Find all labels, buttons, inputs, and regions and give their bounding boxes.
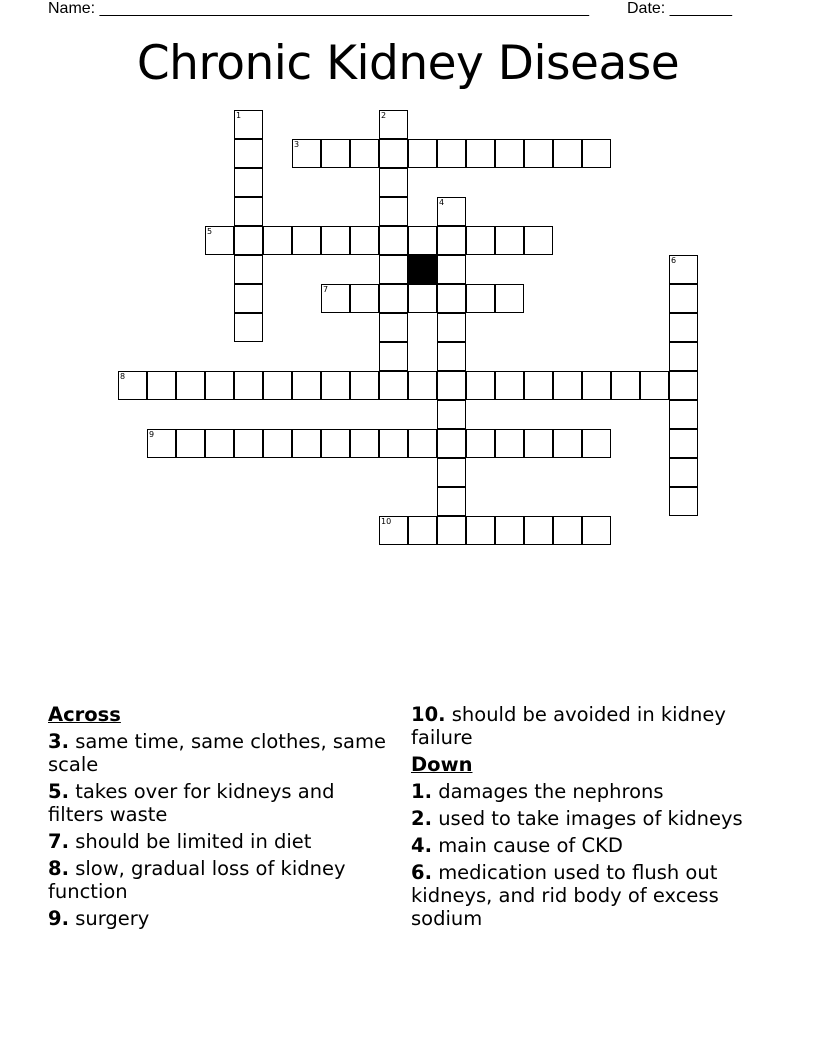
grid-cell[interactable] bbox=[292, 371, 321, 400]
grid-cell[interactable] bbox=[234, 429, 263, 458]
clue-number: 9. bbox=[48, 907, 69, 930]
grid-cell[interactable] bbox=[669, 429, 698, 458]
clue-down-4 bbox=[411, 834, 771, 857]
grid-cell[interactable] bbox=[234, 226, 263, 255]
grid-cell[interactable] bbox=[350, 139, 379, 168]
grid-cell[interactable] bbox=[466, 284, 495, 313]
clue-text: medication used to flush out kidneys, and rid body of excess sodium bbox=[411, 861, 719, 930]
clue-number: 2. bbox=[411, 807, 432, 830]
grid-cell[interactable] bbox=[437, 371, 466, 400]
grid-cell[interactable] bbox=[263, 226, 292, 255]
grid-cell[interactable] bbox=[437, 516, 466, 545]
grid-cell[interactable] bbox=[350, 371, 379, 400]
clue-across-5 bbox=[48, 780, 388, 826]
grid-cell[interactable] bbox=[321, 139, 350, 168]
grid-cell[interactable] bbox=[176, 371, 205, 400]
grid-cell[interactable] bbox=[408, 429, 437, 458]
grid-cell[interactable] bbox=[582, 139, 611, 168]
grid-cell[interactable] bbox=[524, 429, 553, 458]
grid-cell[interactable] bbox=[524, 226, 553, 255]
cell-number: 3 bbox=[294, 140, 300, 149]
clue-down-2 bbox=[411, 807, 771, 830]
date-line: _______ bbox=[669, 0, 732, 17]
cell-number: 10 bbox=[381, 517, 392, 526]
grid-cell[interactable] bbox=[669, 400, 698, 429]
clue-text: should be limited in diet bbox=[75, 830, 312, 853]
grid-cell[interactable] bbox=[466, 226, 495, 255]
clue-down-1 bbox=[411, 780, 771, 803]
grid-cell[interactable] bbox=[147, 429, 176, 458]
grid-cell[interactable] bbox=[611, 371, 640, 400]
grid-cell[interactable] bbox=[205, 371, 234, 400]
clue-text: used to take images of kidneys bbox=[438, 807, 743, 830]
grid-cell[interactable] bbox=[379, 284, 408, 313]
clue-text: slow, gradual loss of kidney function bbox=[48, 857, 346, 903]
clue-across-3 bbox=[48, 730, 388, 776]
grid-cell[interactable] bbox=[437, 255, 466, 284]
grid-cell[interactable] bbox=[292, 226, 321, 255]
grid-cell[interactable] bbox=[640, 371, 669, 400]
grid-cell[interactable] bbox=[408, 284, 437, 313]
grid-cell[interactable] bbox=[466, 429, 495, 458]
grid-cell[interactable] bbox=[379, 168, 408, 197]
grid-cell[interactable] bbox=[669, 342, 698, 371]
name-line: _______________________________________________________ bbox=[99, 0, 589, 17]
grid-cell[interactable] bbox=[495, 284, 524, 313]
grid-cell[interactable] bbox=[234, 110, 263, 139]
puzzle-title: Chronic Kidney Disease bbox=[136, 36, 680, 91]
grid-cell[interactable] bbox=[466, 371, 495, 400]
grid-cell[interactable] bbox=[379, 516, 408, 545]
grid-cell[interactable] bbox=[669, 284, 698, 313]
clue-across-10 bbox=[411, 703, 771, 749]
clues-right-column bbox=[411, 703, 771, 934]
grid-cell[interactable] bbox=[379, 313, 408, 342]
cell-number: 4 bbox=[439, 198, 445, 207]
clue-number: 8. bbox=[48, 857, 69, 880]
grid-cell[interactable] bbox=[495, 371, 524, 400]
grid-cell[interactable] bbox=[292, 429, 321, 458]
grid-cell[interactable] bbox=[553, 371, 582, 400]
down-heading: Down bbox=[411, 753, 473, 776]
grid-cell[interactable] bbox=[350, 284, 379, 313]
grid-cell[interactable] bbox=[205, 429, 234, 458]
cell-number: 1 bbox=[236, 111, 242, 120]
grid-cell[interactable] bbox=[408, 226, 437, 255]
grid-cell[interactable] bbox=[234, 168, 263, 197]
grid-cell[interactable] bbox=[205, 226, 234, 255]
grid-cell[interactable] bbox=[379, 255, 408, 284]
clue-text: should be avoided in kidney failure bbox=[411, 703, 726, 749]
clue-number: 3. bbox=[48, 730, 69, 753]
grid-cell[interactable] bbox=[437, 487, 466, 516]
grid-cell[interactable] bbox=[379, 226, 408, 255]
grid-cell[interactable] bbox=[234, 371, 263, 400]
grid-cell[interactable] bbox=[669, 313, 698, 342]
grid-cell[interactable] bbox=[118, 371, 147, 400]
grid-cell[interactable] bbox=[263, 429, 292, 458]
grid-cell[interactable] bbox=[466, 516, 495, 545]
clue-number: 6. bbox=[411, 861, 432, 884]
grid-cell[interactable] bbox=[524, 139, 553, 168]
grid-cell[interactable] bbox=[408, 516, 437, 545]
grid-cell[interactable] bbox=[466, 139, 495, 168]
grid-cell[interactable] bbox=[553, 429, 582, 458]
grid-cell[interactable] bbox=[669, 458, 698, 487]
grid-cell[interactable] bbox=[669, 255, 698, 284]
date-label: Date: bbox=[627, 0, 666, 17]
grid-cell[interactable] bbox=[437, 226, 466, 255]
clue-text: same time, same clothes, same scale bbox=[48, 730, 386, 776]
clue-number: 10. bbox=[411, 703, 446, 726]
clue-number: 5. bbox=[48, 780, 69, 803]
grid-cell[interactable] bbox=[234, 255, 263, 284]
clue-text: takes over for kidneys and filters waste bbox=[48, 780, 335, 826]
grid-cell[interactable] bbox=[234, 139, 263, 168]
grid-cell[interactable] bbox=[350, 226, 379, 255]
grid-cell[interactable] bbox=[379, 110, 408, 139]
grid-cell[interactable] bbox=[408, 139, 437, 168]
name-label: Name: bbox=[48, 0, 96, 17]
grid-cell[interactable] bbox=[321, 284, 350, 313]
clue-across-8 bbox=[48, 857, 388, 903]
cell-number: 6 bbox=[671, 256, 677, 265]
grid-cell[interactable] bbox=[321, 429, 350, 458]
clue-across-9 bbox=[48, 907, 388, 930]
grid-cell[interactable] bbox=[669, 371, 698, 400]
across-heading: Across bbox=[48, 703, 121, 726]
grid-cell[interactable] bbox=[582, 371, 611, 400]
grid-cell[interactable] bbox=[379, 429, 408, 458]
grid-cell[interactable] bbox=[147, 371, 176, 400]
clue-text: surgery bbox=[75, 907, 150, 930]
grid-cell[interactable] bbox=[408, 371, 437, 400]
grid-cell[interactable] bbox=[263, 371, 292, 400]
cell-number: 7 bbox=[323, 285, 329, 294]
clues-left-column bbox=[48, 703, 388, 934]
grid-cell[interactable] bbox=[379, 342, 408, 371]
grid-cell[interactable] bbox=[437, 458, 466, 487]
grid-cell[interactable] bbox=[495, 516, 524, 545]
grid-cell[interactable] bbox=[437, 342, 466, 371]
cell-number: 2 bbox=[381, 111, 387, 120]
grid-cell[interactable] bbox=[321, 371, 350, 400]
clue-across-7 bbox=[48, 830, 388, 853]
grid-cell[interactable] bbox=[437, 400, 466, 429]
grid-cell[interactable] bbox=[582, 429, 611, 458]
grid-cell[interactable] bbox=[234, 197, 263, 226]
grid-cell[interactable] bbox=[437, 284, 466, 313]
cell-number: 5 bbox=[207, 227, 213, 236]
grid-cell[interactable] bbox=[437, 429, 466, 458]
clue-number: 7. bbox=[48, 830, 69, 853]
grid-cell[interactable] bbox=[234, 284, 263, 313]
grid-cell[interactable] bbox=[292, 139, 321, 168]
grid-cell[interactable] bbox=[437, 197, 466, 226]
grid-cell[interactable] bbox=[553, 516, 582, 545]
clue-text: main cause of CKD bbox=[438, 834, 623, 857]
grid-cell[interactable] bbox=[582, 516, 611, 545]
grid-cell[interactable] bbox=[437, 313, 466, 342]
grid-cell[interactable] bbox=[669, 487, 698, 516]
grid-cell[interactable] bbox=[321, 226, 350, 255]
grid-cell[interactable] bbox=[495, 429, 524, 458]
cell-number: 8 bbox=[120, 372, 126, 381]
grid-cell[interactable] bbox=[379, 197, 408, 226]
grid-cell[interactable] bbox=[553, 139, 582, 168]
clue-number: 4. bbox=[411, 834, 432, 857]
grid-block bbox=[408, 255, 437, 284]
grid-cell[interactable] bbox=[176, 429, 205, 458]
grid-cell[interactable] bbox=[234, 313, 263, 342]
grid-cell[interactable] bbox=[495, 139, 524, 168]
grid-cell[interactable] bbox=[495, 226, 524, 255]
clue-down-6 bbox=[411, 861, 771, 930]
grid-cell[interactable] bbox=[524, 516, 553, 545]
cell-number: 9 bbox=[149, 430, 155, 439]
grid-cell[interactable] bbox=[437, 139, 466, 168]
clue-text: damages the nephrons bbox=[438, 780, 664, 803]
clue-number: 1. bbox=[411, 780, 432, 803]
grid-cell[interactable] bbox=[524, 371, 553, 400]
grid-cell[interactable] bbox=[379, 139, 408, 168]
grid-cell[interactable] bbox=[379, 371, 408, 400]
grid-cell[interactable] bbox=[350, 429, 379, 458]
